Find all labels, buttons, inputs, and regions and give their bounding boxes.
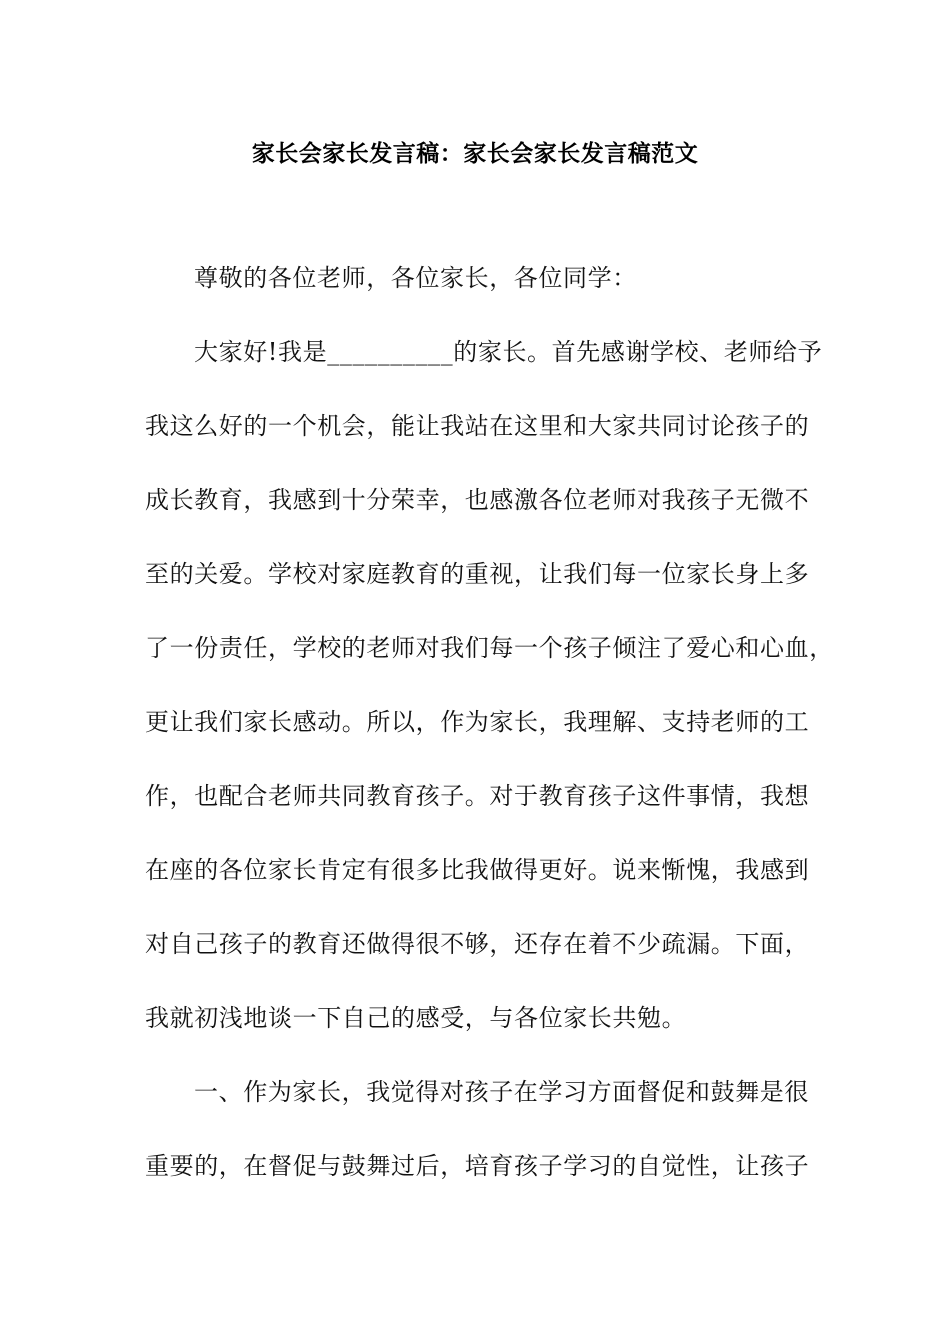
paragraph-line: 作，也配合老师共同教育孩子。对于教育孩子这件事情，我想 xyxy=(145,782,810,810)
paragraph-line: 在座的各位家长肯定有很多比我做得更好。说来惭愧，我感到 xyxy=(145,856,810,884)
document-title: 家长会家长发言稿：家长会家长发言稿范文 xyxy=(251,141,699,167)
paragraph-line: 至的关爱。学校对家庭教育的重视，让我们每一位家长身上多 xyxy=(145,560,810,588)
document-body xyxy=(145,250,834,1212)
paragraph-line: 对自己孩子的教育还做得很不够，还存在着不少疏漏。下面， xyxy=(145,930,810,958)
paragraph-line: 重要的，在督促与鼓舞过后，培育孩子学习的自觉性，让孩子 xyxy=(145,1152,810,1180)
paragraph-line: 我这么好的一个机会，能让我站在这里和大家共同讨论孩子的 xyxy=(145,412,810,440)
paragraph-line: 大家好!我是__________的家长。首先感谢学校、老师给予 xyxy=(194,338,823,366)
paragraph-line: 成长教育，我感到十分荣幸，也感激各位老师对我孩子无微不 xyxy=(145,486,810,514)
section-heading-line: 一、作为家长，我觉得对孩子在学习方面督促和鼓舞是很 xyxy=(194,1078,809,1106)
paragraph-line: 了一份责任，学校的老师对我们每一个孩子倾注了爱心和心血， xyxy=(145,634,834,662)
paragraph-line: 我就初浅地谈一下自己的感受，与各位家长共勉。 xyxy=(145,1004,687,1032)
salutation-line: 尊敬的各位老师，各位家长，各位同学： xyxy=(194,264,637,292)
paragraph-line: 更让我们家长感动。所以，作为家长，我理解、支持老师的工 xyxy=(145,708,810,736)
